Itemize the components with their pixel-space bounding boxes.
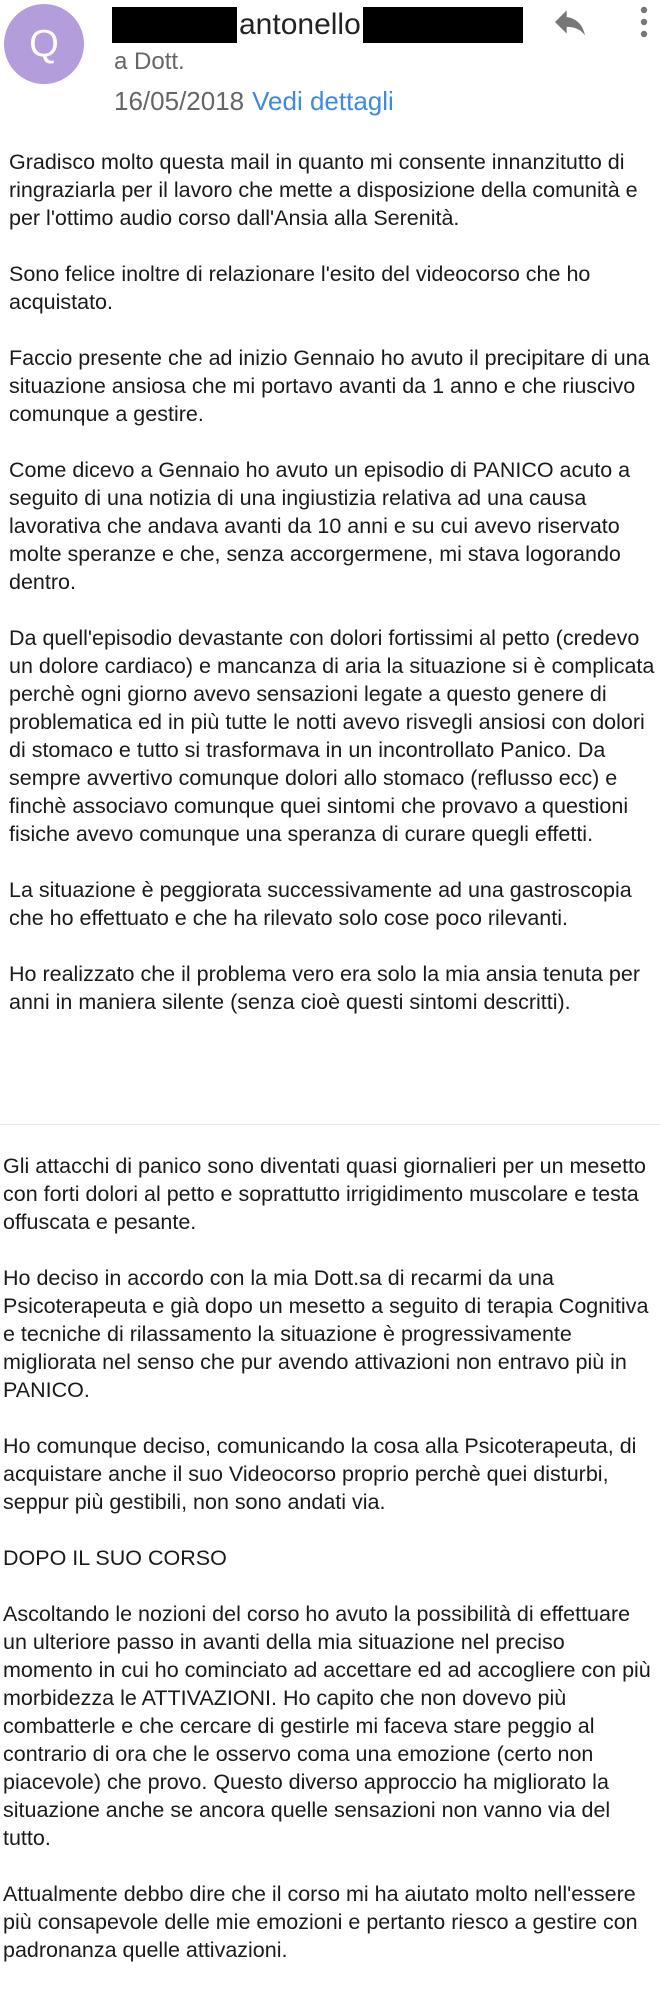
sender-row	[112, 6, 523, 44]
body-paragraph: Da quell'episodio devastante con dolori fortissimi al petto (credevo un dolore cardiaco) e mancanza di aria la situazione si è complicata perchè ogni giorno avevo sensazioni legate a questo genere di problematica ed in più tutte le notti avevo risvegli ansiosi con dolori di stomaco e tutto si trasformava in un incontrollato Panico. Da sempre avvertivo comunque dolori allo stomaco (reflusso ecc) e finchè associavo comunque quei sintomi che provavo a questioni fisiche avevo comunque una speranza di curare quegli effetti.	[9, 626, 655, 846]
body-paragraph: Sono felice inoltre di relazionare l'esito del videocorso che ho acquistato.	[9, 262, 591, 314]
body-paragraph: Ho realizzato che il problema vero era solo la mia ansia tenuta per anni in maniera silente (senza cioè questi sintomi descritti).	[9, 962, 640, 1014]
date-row	[114, 86, 394, 117]
divider	[0, 1124, 660, 1125]
body-paragraph: Ho comunque deciso, comunicando la cosa alla Psicoterapeuta, di acquistare anche il suo Videocorso proprio perchè quei disturbi, seppur più gestibili, non sono andati via.	[3, 1434, 637, 1514]
details-link[interactable]: Vedi dettagli	[252, 86, 394, 116]
email-body	[3, 1152, 659, 1992]
body-paragraph: La situazione è peggiorata successivamente ad una gastroscopia che ho effettuato e che ha rilevato solo cose poco rilevanti.	[9, 878, 632, 930]
reply-icon[interactable]	[548, 2, 592, 42]
sender-name[interactable]: antonello	[239, 8, 361, 41]
email-body-quoted	[9, 148, 659, 1044]
email-date: 16/05/2018	[114, 86, 245, 116]
recipient-line: a Dott.	[114, 48, 185, 75]
body-paragraph: Gradisco molto questa mail in quanto mi consente innanzitutto di ringraziarla per il lavoro che mette a disposizione della comunità e per l'ottimo audio corso dall'Ansia alla Serenità.	[9, 150, 638, 230]
body-paragraph: Attualmente debbo dire che il corso mi ha aiutato molto nell'essere più consapevole delle mie emozioni e pertanto riesco a gestire con padronanza quelle attivazioni.	[3, 1882, 638, 1962]
avatar-letter: Q	[29, 22, 59, 65]
sender-avatar[interactable]	[4, 4, 84, 84]
more-vert-icon[interactable]	[630, 4, 658, 44]
body-paragraph: Ascoltando le nozioni del corso ho avuto la possibilità di effettuare un ulteriore passo in avanti della mia situazione nel preciso momento in cui ho cominciato ad accettare ed ad accogliere con più morbidezza le ATTIVAZIONI. Ho capito che non dovevo più combatterle e che cercare di gestirle mi faceva stare peggio al contrario di ora che le osservo coma una emozione (certo non piacevole) che provo. Questo diverso approccio ha migliorato la situazione anche se ancora quelle sensazioni non vanno via del tutto.	[3, 1602, 651, 1850]
body-paragraph: Ho deciso in accordo con la mia Dott.sa di recarmi da una Psicoterapeuta e già dopo un mesetto a seguito di terapia Cognitiva e tecniche di rilassamento la situazione è progressivamente migliorata nel senso che pur avendo attivazioni non entravo più in PANICO.	[3, 1266, 649, 1402]
body-paragraph: Gli attacchi di panico sono diventati quasi giornalieri per un mesetto con forti dolori al petto e soprattutto irrigidimento muscolare e testa offuscata e pesante.	[3, 1154, 646, 1234]
redaction-bar	[112, 7, 237, 43]
section-heading: DOPO IL SUO CORSO	[3, 1546, 227, 1570]
redaction-bar	[363, 7, 523, 43]
email-header	[0, 0, 660, 130]
body-paragraph: Faccio presente che ad inizio Gennaio ho avuto il precipitare di una situazione ansiosa che mi portavo avanti da 1 anno e che riuscivo comunque a gestire.	[9, 346, 650, 426]
body-paragraph: Come dicevo a Gennaio ho avuto un episodio di PANICO acuto a seguito di una notizia di una ingiustizia relativa ad una causa lavorativa che andava avanti da 10 anni e su cui avevo riservato molte speranze e che, senza accorgermene, mi stava logorando dentro.	[9, 458, 631, 594]
